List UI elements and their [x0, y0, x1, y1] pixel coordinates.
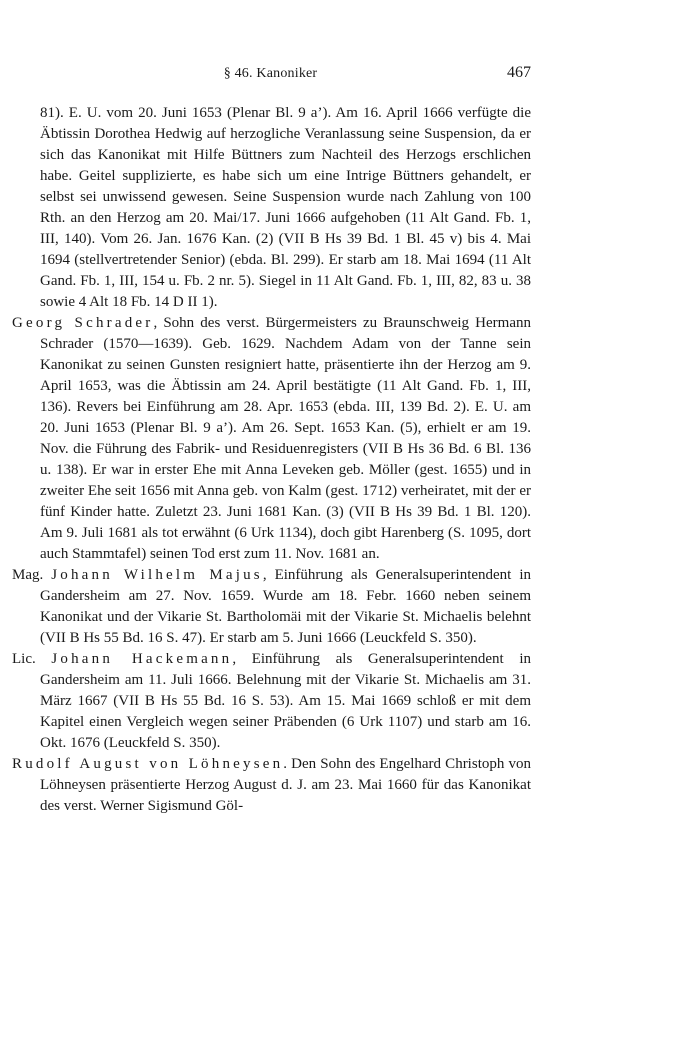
entry-name: Georg Schrader: [12, 315, 154, 331]
entry-name: Johann Wilhelm Majus: [51, 567, 263, 583]
entry-prefix: Lic.: [12, 651, 52, 667]
entry-text: , Einführung als Generalsuperintendent in Gandersheim am 11. Juli 1666. Belehnung mit der Vikarie St. Michaelis am 31. März 1667 (VII B Hs 55 Bd. 16 S. 53). Am 15. Mai 1669 schloß er mit dem Kapitel einen Vergleich wegen seiner Präbenden (6 Urk 1107) und starb am 16. Okt. 1676 (Leuckfeld S. 350).: [40, 651, 531, 751]
entry-georg-schrader: [12, 313, 531, 565]
entry-johann-hackemann: [12, 649, 531, 754]
running-title: § 46. Kanoniker: [223, 66, 318, 81]
entry-johann-wilhelm-majus: [12, 565, 531, 649]
entry-rudolf-august-von-loehneysen: [12, 754, 531, 817]
entry-continuation: [12, 103, 531, 313]
entry-text: 81). E. U. vom 20. Juni 1653 (Plenar Bl. 9 a’). Am 16. April 1666 verfügte die Äbtissin Dorothea Hedwig auf herzogliche Veranlassung seine Suspension, da er sich das Kanonikat mit Hilfe Büttners zum Nachteil des Herzogs erschlichen habe. Geitel supplizierte, es habe sich um eine Intrige Büttners gehandelt, er selbst sei unwissend gewesen. Seine Suspension wurde nach Zahlung von 100 Rth. an den Herzog am 20. Mai/17. Juni 1666 aufgehoben (11 Alt Gand. Fb. 1, III, 140). Vom 26. Jan. 1676 Kan. (2) (VII B Hs 39 Bd. 1 Bl. 45 v) bis 4. Mai 1694 (stellvertretender Senior) (ebda. Bl. 299). Er starb am 18. Mai 1694 (11 Alt Gand. Fb. 1, III, 154 u. Fb. 2 nr. 5). Siegel in 11 Alt Gand. Fb. 1, III, 82, 83 u. 38 sowie 4 Alt 18 Fb. 14 D II 1).: [40, 105, 531, 310]
body-text: [12, 103, 531, 817]
entry-name: Rudolf August von Löhneysen: [12, 756, 284, 772]
page-number: 467: [507, 64, 531, 81]
entry-name: Johann Hackemann: [51, 651, 233, 667]
entry-text: , Sohn des verst. Bürgermeisters zu Braunschweig Hermann Schrader (1570—1639). Geb. 1629. Nachdem Adam von der Tanne sein Kanonikat zu seinen Gunsten resigniert hatte, präsentierte ihn der Herzog am 9. April 1653, was die Äbtissin am 24. April bestätigte (11 Alt Gand. Fb. 1, III, 136). Revers bei Einführung am 28. Apr. 1653 (ebda. III, 139 Bd. 2). E. U. am 20. Juni 1653 (Plenar Bl. 9 a’). Am 26. Sept. 1653 Kan. (5), erhielt er am 19. Nov. die Führung des Fabrik- und Residuenregisters (VII B Hs 36 Bd. 6 Bl. 136 u. 138). Er war in erster Ehe mit Anna Leveken geb. Möller (gest. 1655) und in zweiter Ehe seit 1656 mit Anna geb. von Kalm (gest. 1712) verheiratet, mit der er fünf Kinder hatte. Zuletzt 23. Juni 1681 Kan. (3) (VII B Hs 39 Bd. 1 Bl. 120). Am 9. Juli 1681 als tot erwähnt (6 Urk 1134), doch gibt Harenberg (S. 1095, dort auch Stammtafel) seinen Tod erst zum 11. Nov. 1681 an.: [40, 315, 531, 562]
entry-text: , Einführung als Generalsuperintendent in Gandersheim am 27. Nov. 1659. Wurde am 18. Febr. 1660 neben seinem Kanonikat und der Vikarie St. Bartholomäi mit der Vikarie St. Michaelis belehnt (VII B Hs 55 Bd. 16 S. 47). Er starb am 5. Juni 1666 (Leuckfeld S. 350).: [40, 567, 532, 646]
entry-text: . Den Sohn des Engelhard Christoph von Löhneysen präsentierte Herzog August d. J. am 23. Mai 1660 für das Kanonikat des verst. Werner Sigismund Göl-: [40, 756, 531, 814]
running-head: [10, 66, 531, 86]
entry-prefix: Mag.: [12, 567, 52, 583]
